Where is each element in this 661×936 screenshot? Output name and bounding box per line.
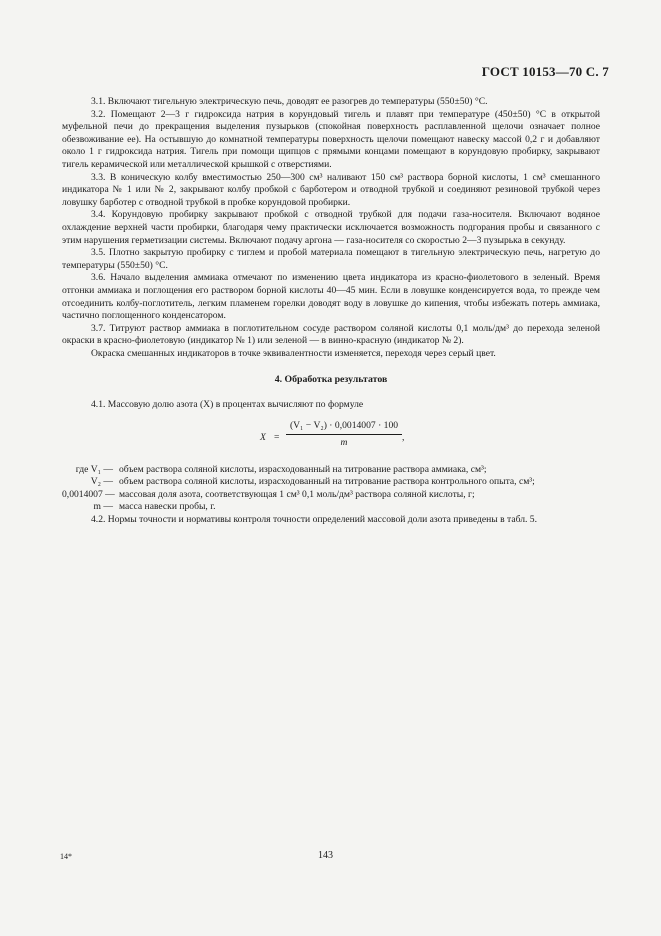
formula-equals: =: [274, 431, 280, 443]
page-number: 143: [318, 850, 333, 861]
page-header: ГОСТ 10153—70 С. 7: [481, 64, 609, 79]
paragraph-3-2: 3.2. Помещают 2—3 г гидроксида натрия в корундовый тигель и плавят при температуре (450±50) °С в открытой муфельной печи до прекращения выделения пузырьков (спокойная поверхность расплавленной щелочи означает полное обезвоживание ее). На остывшую до комнатной температуры поверхность щелочи помещают навеску массой 0,2 г и добавляют около 1 г гидроксида натрия. Тигель при помощи щипцов с прямыми концами помещают в корундовую пробирку, закрывают тигель керамической или металлической крышкой с отверстиями.: [62, 108, 600, 170]
formula-lhs: X: [260, 431, 266, 443]
definition-key: 0,0014007 —: [62, 488, 115, 500]
formula: [62, 420, 600, 460]
paragraph-3-4: 3.4. Корундовую пробирку закрывают пробкой с отводной трубкой для подачи газа-носителя. Включают водяное охлаждение верхней части пробирки, благодаря чему практически исключается возможность подгорания пробы и связанного с этим нарушения герметизации системы. Включают подачу аргона — газа-носителя со скоростью 2—3 пузырька в секунду.: [62, 209, 600, 246]
definition-key: где V₁ —: [75, 463, 113, 475]
signature-mark: 14*: [60, 852, 72, 861]
definition-row: [62, 489, 600, 502]
formula-comma: ,: [402, 431, 405, 443]
paragraph-3-1: 3.1. Включают тигельную электрическую печь, доводят ее разогрев до температуры (550±50) °С.: [91, 96, 488, 107]
definition-text: массовая доля азота, соответствующая 1 см³ 0,1 моль/дм³ раствора соляной кислоты, г;: [119, 488, 475, 500]
paragraph-3-3: 3.3. В коническую колбу вместимостью 250—300 см³ наливают 150 см³ раствора борной кислоты, 1 см³ смешанного индикатора № 1 или № 2, закрывают колбу пробкой с барботером и отводной трубкой и соединяют резиновой трубкой через ловушку барботер с отводной трубкой в пробке корундовой пробирки.: [62, 171, 600, 208]
paragraph-3-7: 3.7. Титруют раствор аммиака в поглотительном сосуде раствором соляной кислоты 0,1 моль/дм³ до перехода зеленой окраски в красно-фиолетовую (индикатор № 1) или зеленой — в винно-красную (индикатор № 2).: [62, 322, 600, 347]
definition-text: объем раствора соляной кислоты, израсходованный на титрование раствора контрольного опыта, см³;: [119, 476, 535, 488]
paragraph-3-5: 3.5. Плотно закрытую пробирку с тиглем и пробой материала помещают в тигельную электрическую печь, нагретую до температуры (550±50) °С.: [62, 247, 600, 271]
formula-fraction: [286, 419, 405, 450]
document-body: [62, 96, 600, 527]
paragraph-4-2: 4.2. Нормы точности и нормативы контроля точности определений массовой доли азота приведены в табл. 5.: [91, 514, 538, 526]
definition-row: [62, 464, 600, 477]
section-title: 4. Обработка результатов: [274, 374, 388, 386]
definition-row: [62, 501, 600, 514]
definitions-list: [62, 464, 600, 514]
formula-denominator: m: [340, 437, 348, 449]
paragraph-3-7-note: Окраска смешанных индикаторов в точке эквивалентности изменяется, переходя через серый цвет.: [91, 347, 496, 359]
paragraph-4-1: 4.1. Массовую долю азота (X) в процентах вычисляют по формуле: [91, 399, 364, 411]
paragraph-3-6: 3.6. Начало выделения аммиака отмечают по изменению цвета индикатора из красно-фиолетового в зеленый. Время отгонки аммиака и поглощения его раствором борной кислоты 40—45 мин. Если в ловушке конденсируется вода, то прежде чем отсоединить колбу-поглотитель, легким пламенем горелки доводят воду в ловушке до кипения, чтобы избежать потерь аммиака, частично поглощенного конденсатором.: [62, 272, 600, 322]
definition-row: [62, 476, 600, 489]
definition-key: V₂ —: [90, 476, 113, 488]
definition-text: масса навески пробы, г.: [119, 501, 216, 513]
definition-key: m —: [93, 501, 113, 513]
formula-numerator: (V₁ − V₂) · 0,0014007 · 100: [289, 419, 399, 431]
definition-text: объем раствора соляной кислоты, израсходованный на титрование раствора аммиака, см³;: [119, 463, 487, 475]
